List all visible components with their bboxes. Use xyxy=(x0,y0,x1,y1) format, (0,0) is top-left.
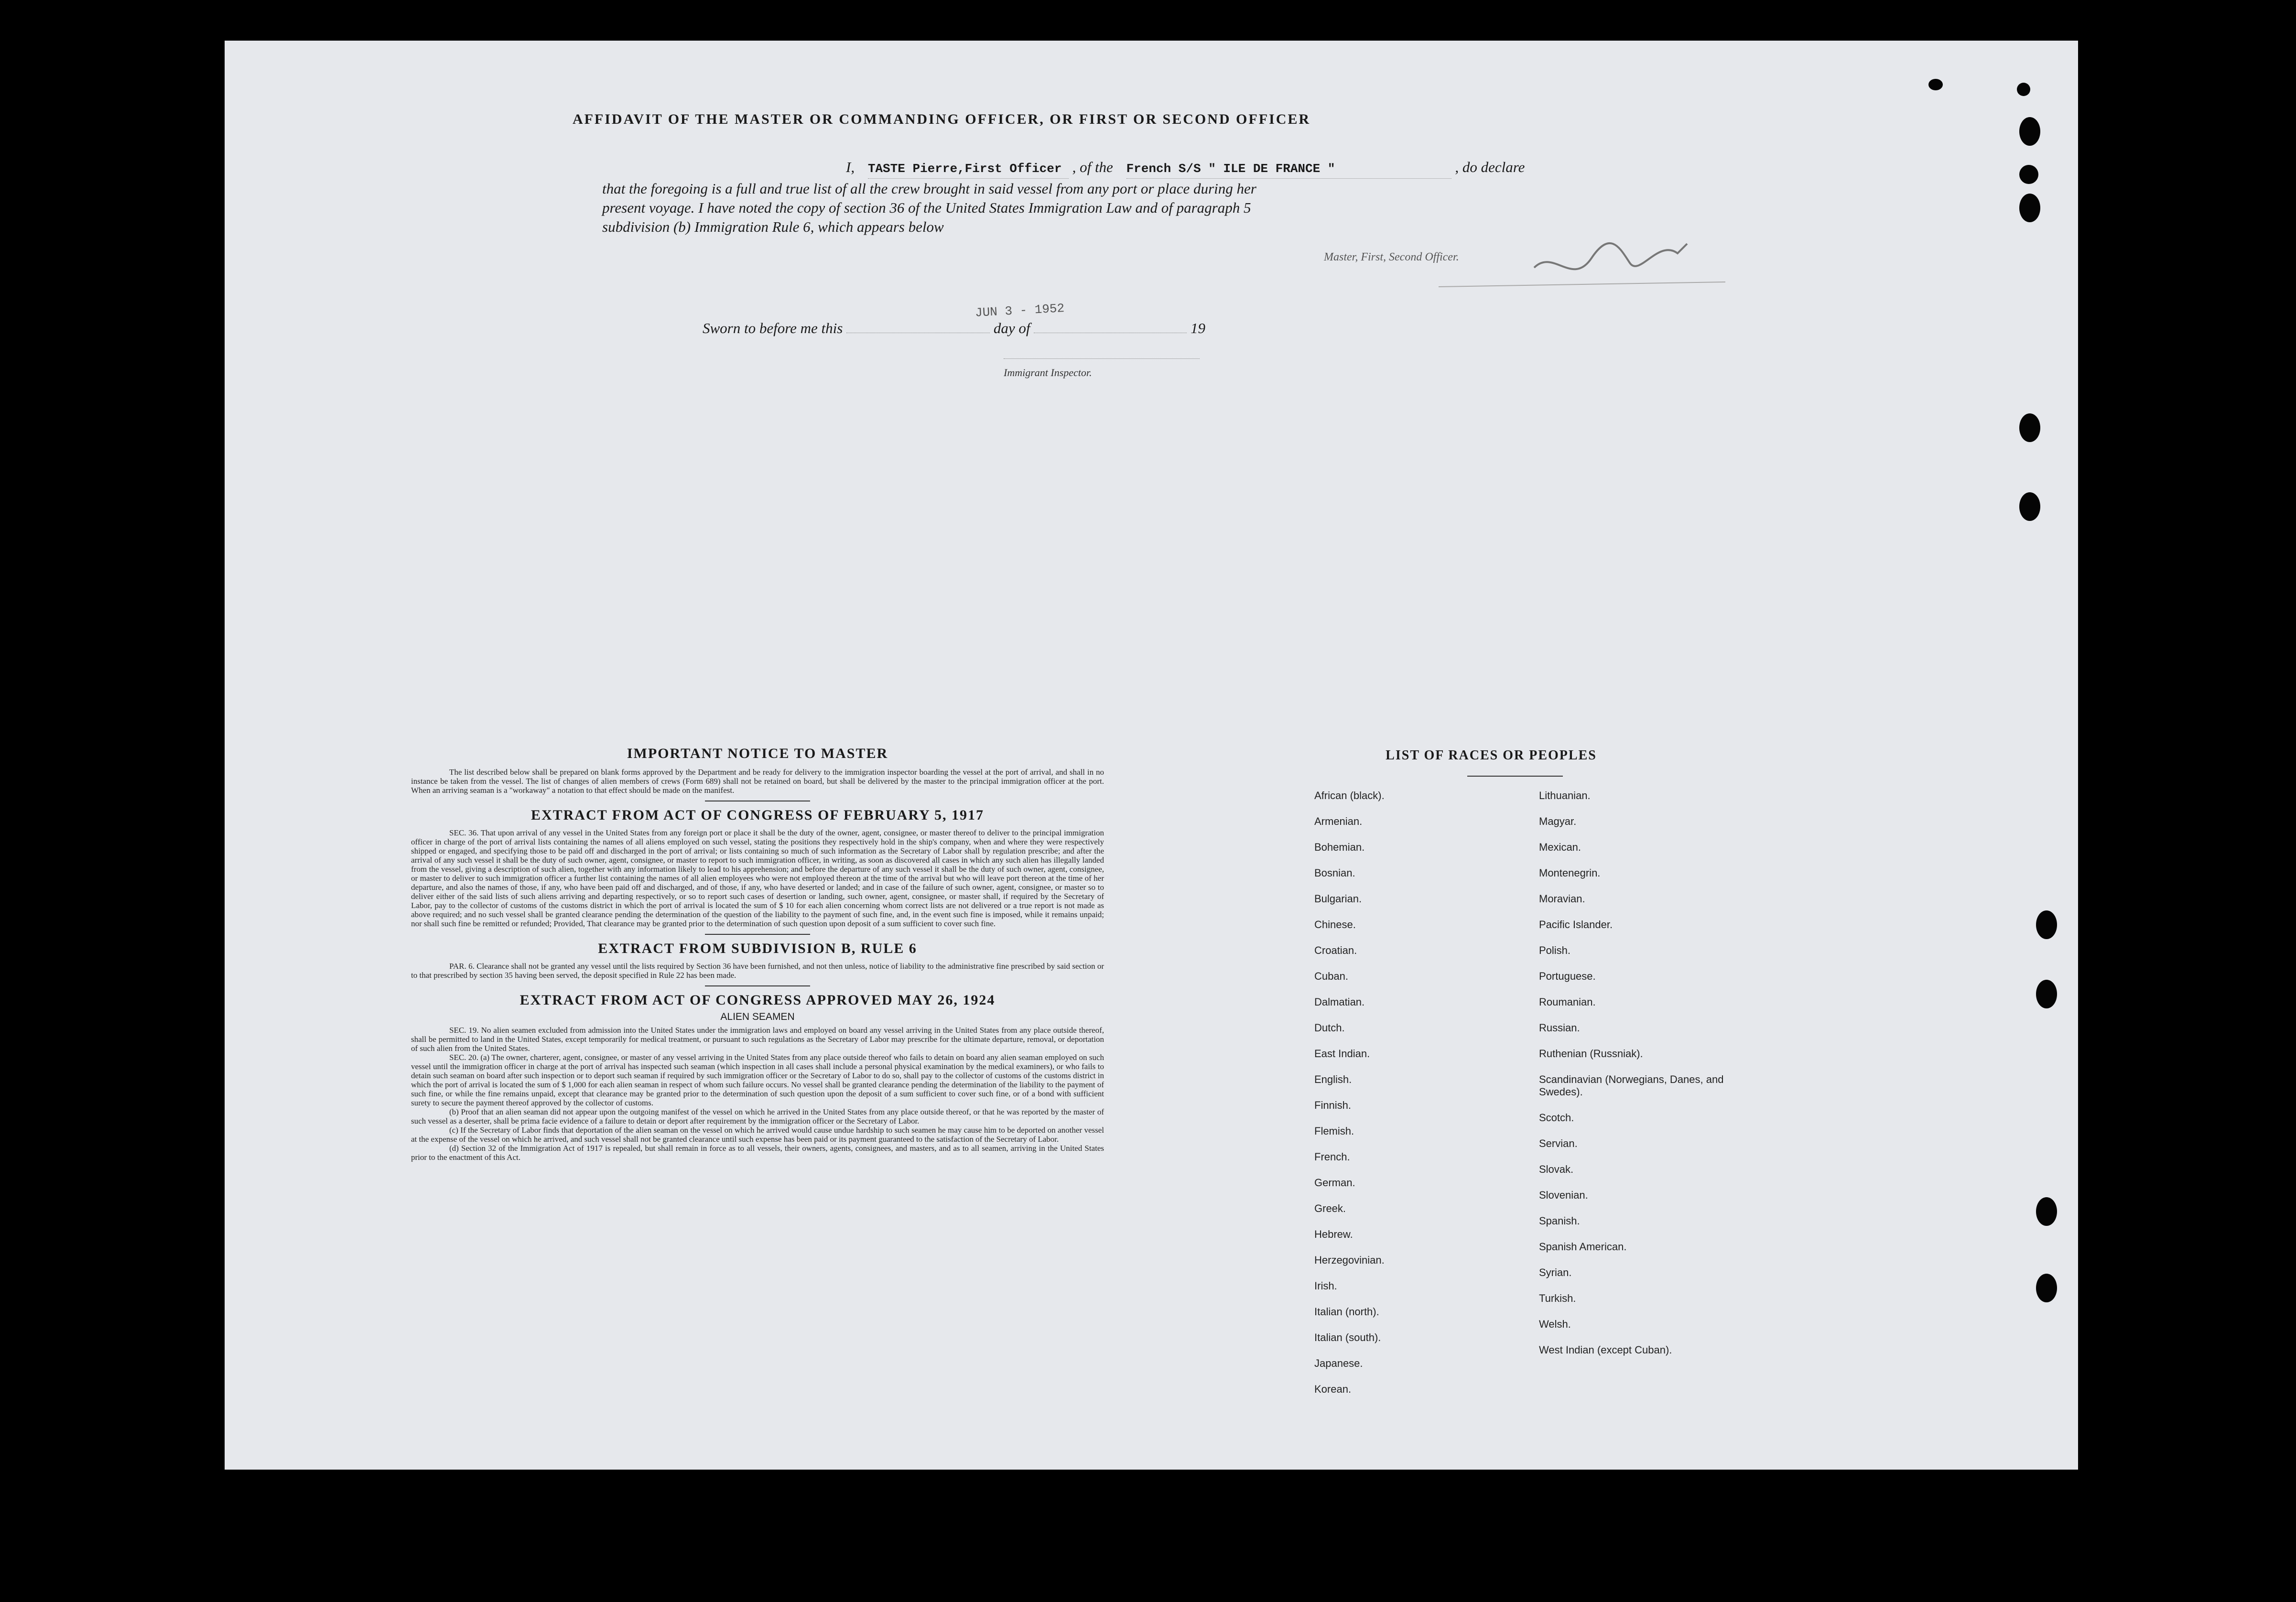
race-item: Roumanian. xyxy=(1539,996,1596,1008)
race-item: Mexican. xyxy=(1539,841,1581,853)
race-item: Scandinavian (Norwegians, Danes, and Swedes). xyxy=(1539,1073,1724,1098)
extract-1924-sec20a: SEC. 20. (a) The owner, charterer, agent, consignee, or master of any vessel arriving in the United States from any place outside thereof who fails to detain on board any alien seaman employed on such vessel until the immigration officer in charge at the port of arrival has inspected such seaman (which inspection in all cases shall include a personal physical examination by the medical examiners), or who fails to detain such seaman on board after such inspection or to deport such seaman if required by such immigration officer or the Secretary of Labor to do so, shall pay to the collector of customs of the customs district in which the port of arrival is located the sum of $ 1,000 for each alien seaman in respect of whom such failure occurs. No vessel shall be granted clearance pending the determination of the liability to the payment of such fine, or while the fine remains unpaid, except that clearance may be granted prior to the determination of such question upon the deposit of a sum sufficient to cover such fine, or of a bond with sufficient surety to secure the payment thereof approved by the collector of customs. xyxy=(411,1053,1104,1107)
notice-body: The list described below shall be prepared on blank forms approved by the Department and be ready for delivery to the immigration inspector boarding the vessel at the port of arrival, and shall in no instance be taken from the vessel. The list of changes of alien members of crews (Form 689) shall not be retained on board, but shall be delivered by the master to the principal immigration officer at the port. When an arriving seaman is a "workaway" a notation to that effect should be made on the manifest. xyxy=(411,768,1104,795)
extract-1924-title: EXTRACT FROM ACT OF CONGRESS APPROVED MAY 26, 1924 xyxy=(520,992,996,1008)
extract-1924-sec19: SEC. 19. No alien seamen excluded from admission into the United States under the immigration laws and employed on board any vessel arriving in the United States from any place outside thereof, shall be permitted to land in the United States, except temporarily for medical treatment, or pursuant to such regulations as the Secretary of Labor may prescribe for the ultimate departure, removal, or deportation of such alien from the United States. xyxy=(411,1026,1104,1053)
race-item: Welsh. xyxy=(1539,1318,1571,1330)
race-item: Greek. xyxy=(1314,1202,1346,1214)
race-item: Armenian. xyxy=(1314,815,1363,827)
notice-title: IMPORTANT NOTICE TO MASTER xyxy=(627,746,888,761)
punch-hole xyxy=(1928,79,1943,90)
declaration-mid: , of the xyxy=(1072,159,1113,175)
race-item: Korean. xyxy=(1314,1383,1352,1395)
extract-1917-body: SEC. 36. That upon arrival of any vessel in the United States from any foreign port or place it shall be the duty of the owner, agent, consignee, or master thereof to deliver to the principal immigration officer in charge of the port of arrival lists containing the names of all aliens employed on such vessel, stating the positions they respectively hold in the ship's company, when and where they were respectively shipped or engaged, and specifying those to be paid off and discharged in the port of arrival; or lists containing so much of such information as the Secretary of Labor shall by regulation prescribe; and after the arrival of any such vessel it shall be the duty of such owner, agent, consignee, or master to report to such immigration officer, in writing, as soon as discovered all cases in which any such alien has illegally landed from the vessel, giving a description of such alien, together with any information likely to lead to his apprehension; and before the departure of any such vessel it shall be the duty of such owner, agent, consignee, or master to deliver to such immigration officer a further list containing the names of all alien employees who were not employed thereon at the time of the arrival but who will leave port thereon at the time of her departure, and also the names of those, if any, who have been paid off and discharged, and of those, if any, who have deserted or landed; and in case of the failure of such owner, agent, consignee, or master so to deliver either of the said lists of such aliens arriving and departing respectively, or so to report such cases of desertion or landing, such owner, agent, consignee, or master shall, if required by the Secretary of Labor, pay to the collector of customs of the customs district in which the port of arrival is located the sum of $ 10 for each alien concerning whom correct lists are not delivered or a true report is not made as above required; and no such vessel shall be granted clearance pending the determination of the question of the liability to the payment of such fine, and, in the event such fine is imposed, while it remains unpaid; nor shall such fine be remitted or refunded; Provided, That clearance may be granted prior to the determination of such question upon deposit of a sum sufficient to cover such fine. xyxy=(411,828,1104,928)
officer-name-field: TASTE Pierre,First Officer xyxy=(868,159,1069,179)
race-item: German. xyxy=(1314,1177,1355,1189)
declaration-line-1 xyxy=(846,158,1721,179)
race-item: Irish. xyxy=(1314,1280,1337,1292)
race-item: Hebrew. xyxy=(1314,1228,1353,1240)
race-item: Turkish. xyxy=(1539,1292,1576,1304)
race-item: Servian. xyxy=(1539,1137,1578,1149)
race-item: Portuguese. xyxy=(1539,970,1596,982)
sworn-line xyxy=(703,319,1563,338)
officer-title-label: Master, First, Second Officer. xyxy=(1324,251,1459,263)
race-item: Spanish. xyxy=(1539,1215,1580,1227)
punch-hole xyxy=(2019,194,2040,222)
race-item: Italian (south). xyxy=(1314,1331,1381,1343)
race-item: Croatian. xyxy=(1314,944,1357,956)
inspector-signature-line xyxy=(1004,358,1200,359)
race-item: Bulgarian. xyxy=(1314,893,1362,905)
race-item: Russian. xyxy=(1539,1022,1580,1034)
punch-hole xyxy=(2036,1197,2057,1226)
races-title: LIST OF RACES OR PEOPLES xyxy=(1386,748,1597,763)
race-item: Scotch. xyxy=(1539,1112,1574,1124)
document-page xyxy=(225,41,2078,1470)
race-item: Cuban. xyxy=(1314,970,1348,982)
race-item: Pacific Islander. xyxy=(1539,919,1613,931)
races-right-list xyxy=(1539,790,1730,1370)
race-item: Dalmatian. xyxy=(1314,996,1365,1008)
extract-rule6-body: PAR. 6. Clearance shall not be granted any vessel until the lists required by Section 36 have been furnished, and not then unless, notice of liability to the administrative fine prescribed by said section or to that prescribed by section 35 having been served, the deposit specified in Rule 22 has been made. xyxy=(411,962,1104,980)
race-item: Slovak. xyxy=(1539,1163,1574,1175)
divider xyxy=(705,985,810,986)
race-item: Syrian. xyxy=(1539,1266,1572,1278)
race-item: Moravian. xyxy=(1539,893,1585,905)
race-item: Herzegovinian. xyxy=(1314,1254,1385,1266)
race-item: Slovenian. xyxy=(1539,1189,1588,1201)
race-item: French. xyxy=(1314,1151,1350,1163)
races-left-list xyxy=(1314,790,1525,1409)
extract-1924-subtitle: ALIEN SEAMEN xyxy=(720,1011,795,1022)
race-item: Bosnian. xyxy=(1314,867,1355,879)
extract-1917-title: EXTRACT FROM ACT OF CONGRESS OF FEBRUARY 5, 1917 xyxy=(531,807,985,823)
race-item: Lithuanian. xyxy=(1539,790,1591,801)
race-item: Dutch. xyxy=(1314,1022,1345,1034)
punch-hole xyxy=(2036,910,2057,939)
race-item: Montenegrin. xyxy=(1539,867,1601,879)
extract-1924-sec20c: (c) If the Secretary of Labor finds that deportation of the alien seaman on the vessel on which he arrived would cause undue hardship to such seamen he may cause him to be deported on another vessel at the expense of the vessel on which he arrived, and such vessel shall not be granted clearance until such expense has been paid or its payment guaranteed to the satisfaction of the Secretary of Labor. xyxy=(411,1126,1104,1144)
date-stamp: JUN 3 - 1952 xyxy=(975,301,1065,320)
extract-1924-sec20b: (b) Proof that an alien seaman did not appear upon the outgoing manifest of the vessel on which he arrived in the United States from any place outside thereof, or that he was reported by the master of such vessel as a deserter, shall be prima facie evidence of a failure to detain or deport after requirement by the immigration officer or the Secretary of Labor. xyxy=(411,1107,1104,1126)
race-item: Japanese. xyxy=(1314,1357,1363,1369)
declaration-line-3: present voyage. I have noted the copy of section 36 of the United States Immigration Law and of paragraph 5 xyxy=(602,199,1251,216)
race-item: East Indian. xyxy=(1314,1048,1370,1060)
punch-hole xyxy=(2017,83,2030,96)
punch-hole xyxy=(2036,1274,2057,1302)
declaration-prefix: I, xyxy=(846,159,855,175)
affidavit-title: AFFIDAVIT OF THE MASTER OR COMMANDING OFFICER, OR FIRST OR SECOND OFFICER xyxy=(572,111,1311,127)
race-item: African (black). xyxy=(1314,790,1385,801)
race-item: West Indian (except Cuban). xyxy=(1539,1344,1672,1356)
divider xyxy=(705,934,810,935)
race-item: Magyar. xyxy=(1539,815,1577,827)
sworn-year: 19 xyxy=(1190,320,1205,336)
declaration-suffix: , do declare xyxy=(1455,159,1525,175)
race-item: Spanish American. xyxy=(1539,1241,1627,1253)
race-item: Finnish. xyxy=(1314,1099,1352,1111)
punch-hole xyxy=(2036,980,2057,1008)
declaration-line-2: that the foregoing is a full and true list of all the crew brought in said vessel from any port or place during her xyxy=(602,180,1256,197)
race-item: Chinese. xyxy=(1314,919,1356,931)
punch-hole xyxy=(2019,492,2040,521)
inspector-label: Immigrant Inspector. xyxy=(1004,367,1092,379)
vessel-name-field: French S/S " ILE DE FRANCE " xyxy=(1126,159,1451,179)
extract-1924-sec20d: (d) Section 32 of the Immigration Act of 1917 is repealed, but shall remain in force as to all vessels, their owners, agents, consignees, and masters, and as to all seamen, arriving in the United States prior to the enactment of this Act. xyxy=(411,1144,1104,1162)
sworn-prefix: Sworn to before me this xyxy=(703,320,843,336)
punch-hole xyxy=(2019,165,2038,184)
race-item: Italian (north). xyxy=(1314,1306,1379,1318)
declaration-line-4: subdivision (b) Immigration Rule 6, which appears below xyxy=(602,218,944,235)
sworn-day-label: day of xyxy=(993,320,1030,336)
race-item: Polish. xyxy=(1539,944,1571,956)
notice-column xyxy=(411,746,1104,1162)
race-item: Ruthenian (Russniak). xyxy=(1539,1048,1643,1060)
extract-rule6-title: EXTRACT FROM SUBDIVISION B, RULE 6 xyxy=(598,941,917,956)
race-item: Bohemian. xyxy=(1314,841,1365,853)
punch-hole xyxy=(2019,413,2040,442)
race-item: Flemish. xyxy=(1314,1125,1354,1137)
punch-hole xyxy=(2019,117,2040,146)
race-item: English. xyxy=(1314,1073,1352,1085)
divider xyxy=(1467,776,1563,777)
